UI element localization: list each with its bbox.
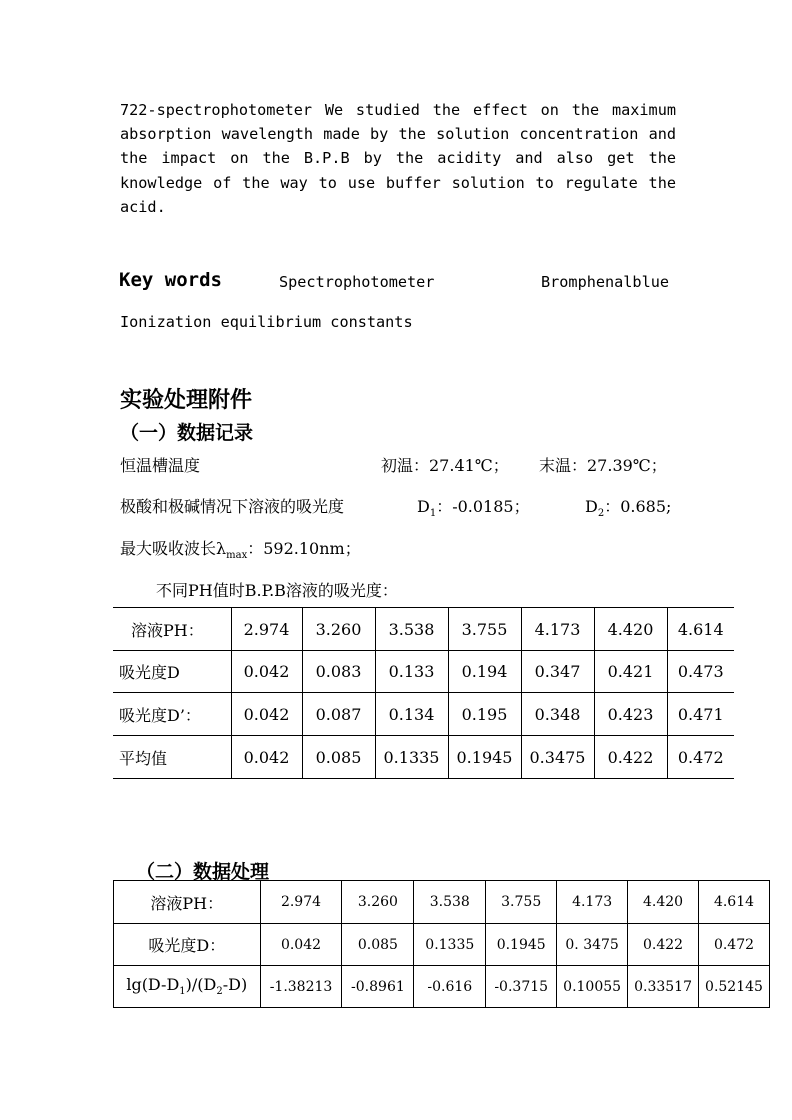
table-cell: 4.420 (628, 881, 699, 924)
table-cell: -1.38213 (260, 966, 342, 1008)
table-cell: 0.042 (231, 693, 302, 736)
table-cell: 溶液PH： (114, 881, 261, 924)
table-cell: 0. 3475 (557, 924, 628, 966)
table-cell: 3.755 (486, 881, 557, 924)
table-row (113, 651, 734, 693)
table-cell: 3.538 (414, 881, 486, 924)
table-cell: 0.347 (521, 651, 594, 693)
table-cell: 0.3475 (521, 736, 594, 779)
table-cell: 4.614 (667, 608, 734, 651)
table-cell: 0.422 (594, 736, 667, 779)
table-cell: 0.1945 (486, 924, 557, 966)
table-cell: 2.974 (260, 881, 342, 924)
table-cell: 0.087 (302, 693, 375, 736)
table-cell: 0.042 (231, 651, 302, 693)
abstract-line: knowledge of the way to use buffer solution to regulate the (120, 173, 676, 192)
table-cell: 0.194 (448, 651, 521, 693)
table-cell: 0.042 (231, 736, 302, 779)
abstract-line: acid. (120, 197, 166, 216)
table-cell: 吸光度D (113, 651, 231, 693)
table-cell: 4.614 (699, 881, 770, 924)
table-cell: 0.473 (667, 651, 734, 693)
d1-value: $D_1$：-0.0185； (417, 497, 530, 520)
table-row (114, 966, 770, 1008)
table-cell: -0.3715 (486, 966, 557, 1008)
keyword-item: Ionization equilibrium constants (120, 313, 413, 331)
table-cell: 0.085 (342, 924, 414, 966)
table-cell: 3.538 (375, 608, 448, 651)
initial-temp: 初温：27.41℃； (381, 456, 509, 475)
subsection-title-processing: （二）数据处理 (136, 861, 270, 883)
processing-table (113, 880, 770, 1008)
table-row (114, 881, 770, 924)
table-cell: 4.420 (594, 608, 667, 651)
table-cell: 0.33517 (628, 966, 699, 1008)
keyword-item: Spectrophotometer (279, 273, 435, 291)
thermostat-label: 恒温槽温度 (120, 456, 201, 475)
table-cell: 4.173 (521, 608, 594, 651)
table-cell: 0.472 (667, 736, 734, 779)
d2-value: $D_2$：0.685; (585, 497, 672, 520)
absorbance-table (113, 607, 734, 779)
table-cell: 0.471 (667, 693, 734, 736)
table-cell: 0.1335 (375, 736, 448, 779)
table-cell: 0.10055 (557, 966, 628, 1008)
table-cell: 吸光度D’： (113, 693, 231, 736)
table-cell: 0.133 (375, 651, 448, 693)
table-row (113, 736, 734, 779)
section-title: 实验处理附件 (120, 388, 253, 413)
table-cell: 0.348 (521, 693, 594, 736)
table-cell: 3.260 (302, 608, 375, 651)
table-cell: 0.085 (302, 736, 375, 779)
table-cell: 0.134 (375, 693, 448, 736)
table-cell: -0.616 (414, 966, 486, 1008)
table-cell: 0.421 (594, 651, 667, 693)
table-caption: 不同PH值时B.P.B溶液的吸光度： (156, 581, 398, 600)
table-cell: 0.422 (628, 924, 699, 966)
table-cell: 3.260 (342, 881, 414, 924)
table-row (113, 608, 734, 651)
subsection-title-record: （一）数据记录 (120, 422, 254, 444)
table-cell: 2.974 (231, 608, 302, 651)
table-cell: 0.195 (448, 693, 521, 736)
abstract-text (120, 98, 676, 219)
table-cell: 0.472 (699, 924, 770, 966)
table-cell: $\lg(D-D_1)/(D_2-D)$ (114, 966, 261, 1008)
table-cell: 0.1945 (448, 736, 521, 779)
table-cell: 0.042 (260, 924, 342, 966)
table-cell: 4.173 (557, 881, 628, 924)
absorbance-label: 极酸和极碱情况下溶液的吸光度 (120, 497, 345, 516)
keyword-item: Bromphenalblue (541, 273, 670, 291)
lambda-max: 最大吸收波长$\lambda_{max}$：592.10nm； (120, 539, 361, 562)
table-cell: 溶液PH： (113, 608, 231, 651)
table-cell: -0.8961 (342, 966, 414, 1008)
abstract-line: 722-spectrophotometer We studied the effect on the maximum (120, 101, 676, 119)
table-cell: 0.52145 (699, 966, 770, 1008)
table-row (113, 693, 734, 736)
final-temp: 末温：27.39℃； (539, 456, 667, 475)
abstract-line: the impact on the B.P.B by the acidity and also get the (120, 149, 676, 168)
table-cell: 3.755 (448, 608, 521, 651)
table-cell: 吸光度D： (114, 924, 261, 966)
abstract-line: absorption wavelength made by the solution concentration and (120, 125, 676, 144)
table-cell: 0.423 (594, 693, 667, 736)
keywords-label: Key words (119, 269, 222, 291)
table-row (114, 924, 770, 966)
table-cell: 平均值 (113, 736, 231, 779)
table-cell: 0.1335 (414, 924, 486, 966)
table-cell: 0.083 (302, 651, 375, 693)
